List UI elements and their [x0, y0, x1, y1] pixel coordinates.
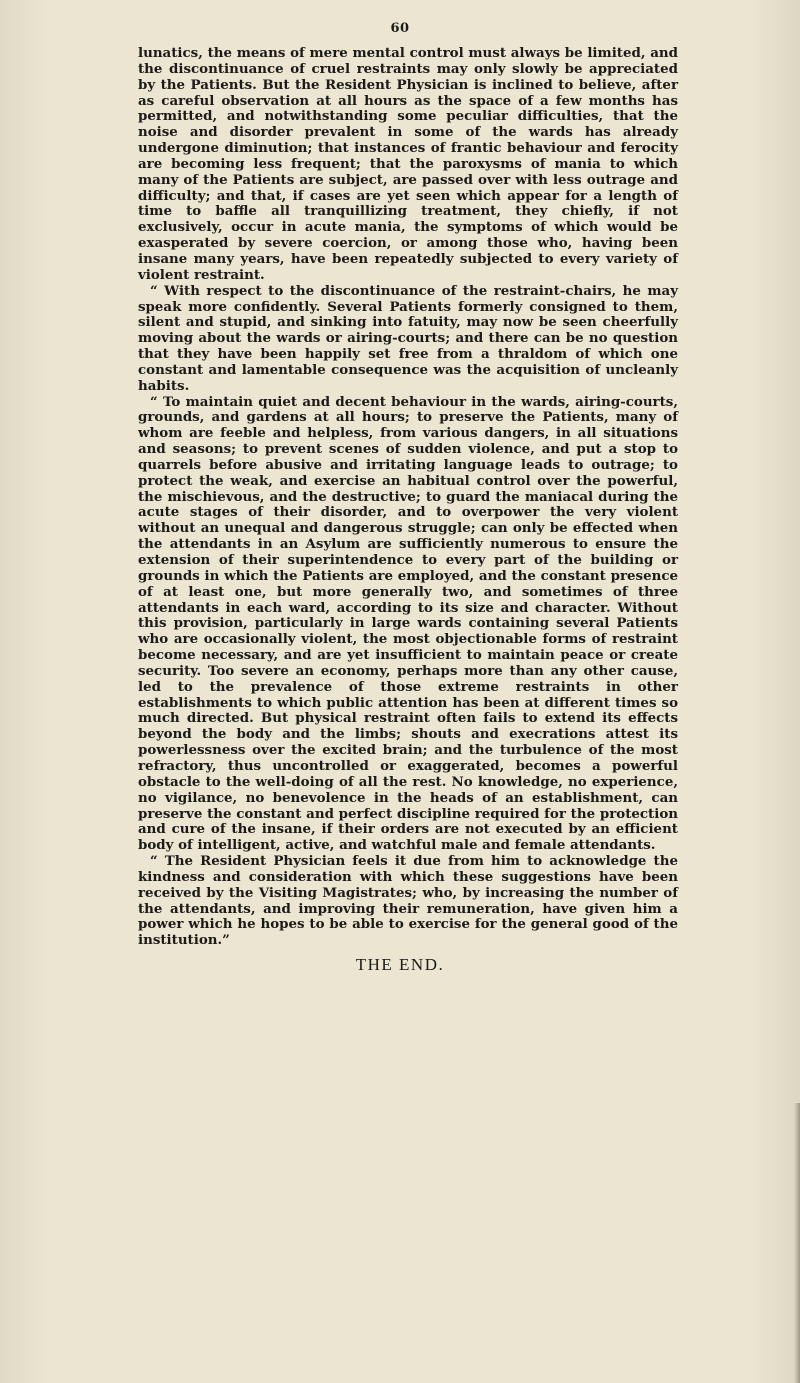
page-edge-shadow	[794, 1103, 800, 1383]
paragraph-continuation: lunatics, the means of mere mental control must always be limited, and the discontinuance of cruel restraints may only slowly be appreciated by the Patients. But the Resident Physician is inclined to believe, after as careful observation at all hours as the space of a few months has permitted, and notwithstanding some peculiar difficulties, that the noise and disorder prevalent in some of the wards has already undergone diminution; that instances of frantic behaviour and ferocity are becoming less frequent; that the paroxysms of mania to which many of the Patients are subject, are passed over with less outrage and difficulty; and that, if cases are yet seen which appear for a length of time to baffle all tranquillizing treatment, they chiefly, if not exclusively, occur in acute mania, the symptoms of which would be exasperated by severe coercion, or among those who, having been insane many years, have been repeatedly subjected to every variety of violent restraint.	[138, 45, 678, 283]
paragraph-attendants: “ To maintain quiet and decent behaviour in the wards, airing-courts, grounds, and gardens at all hours; to preserve the Patients, many of whom are feeble and helpless, from various dangers, in all situations and seasons; to prevent scenes of sudden violence, and put a stop to quarrels before abusive and irritating language leads to outrage; to protect the weak, and exercise an habitual control over the powerful, the mischievous, and the destructive; to guard the maniacal during the acute stages of their disorder, and to overpower the very violent without an unequal and dangerous struggle; can only be effected when the attendants in an Asylum are sufficiently numerous to ensure the extension of their superintendence to every part of the building or grounds in which the Patients are employed, and the constant presence of at least one, but more generally two, and sometimes of three attendants in each ward, according to its size and character. Without this provision, particularly in large wards containing several Patients who are occasionally violent, the most objectionable forms of restraint become necessary, and are yet insufficient to maintain peace or create security. Too severe an economy, perhaps more than any other cause, led to the prevalence of those extreme restraints in other establishments to which public attention has been at different times so much directed. But physical restraint often fails to extend its effects beyond the body and the limbs; shouts and execrations attest its powerlessness over the excited brain; and the turbulence of the most refractory, thus uncontrolled or exaggerated, becomes a powerful obstacle to the well-doing of all the rest. No knowledge, no experience, no vigilance, no benevolence in the heads of an establishment, can preserve the constant and perfect discipline required for the protection and cure of the insane, if their orders are not executed by an efficient body of intelligent, active, and watchful male and female attendants.	[138, 393, 678, 854]
closing-the-end: THE END.	[355, 955, 445, 974]
page-number: 60	[390, 21, 410, 36]
paragraph-restraint-chairs: “ With respect to the discontinuance of the restraint-chairs, he may speak more confidently. Several Patients formerly consigned to them, silent and stupid, and sinking into fatuity, may now be seen cheerfully moving about the wards or airing-courts; and there can be no question that they have been happily set free from a thraldom of which one constant and lamentable consequence was the acquisition of uncleanly habits.	[138, 282, 678, 394]
body-text	[138, 46, 678, 949]
paragraph-acknowledgement: “ The Resident Physician feels it due from him to acknowledge the kindness and consideration with which these suggestions have been received by the Visiting Magistrates; who, by increasing the number of the attendants, and improving their remuneration, have given him a power which he hopes to be able to exercise for the general good of the institution.”	[138, 853, 678, 949]
